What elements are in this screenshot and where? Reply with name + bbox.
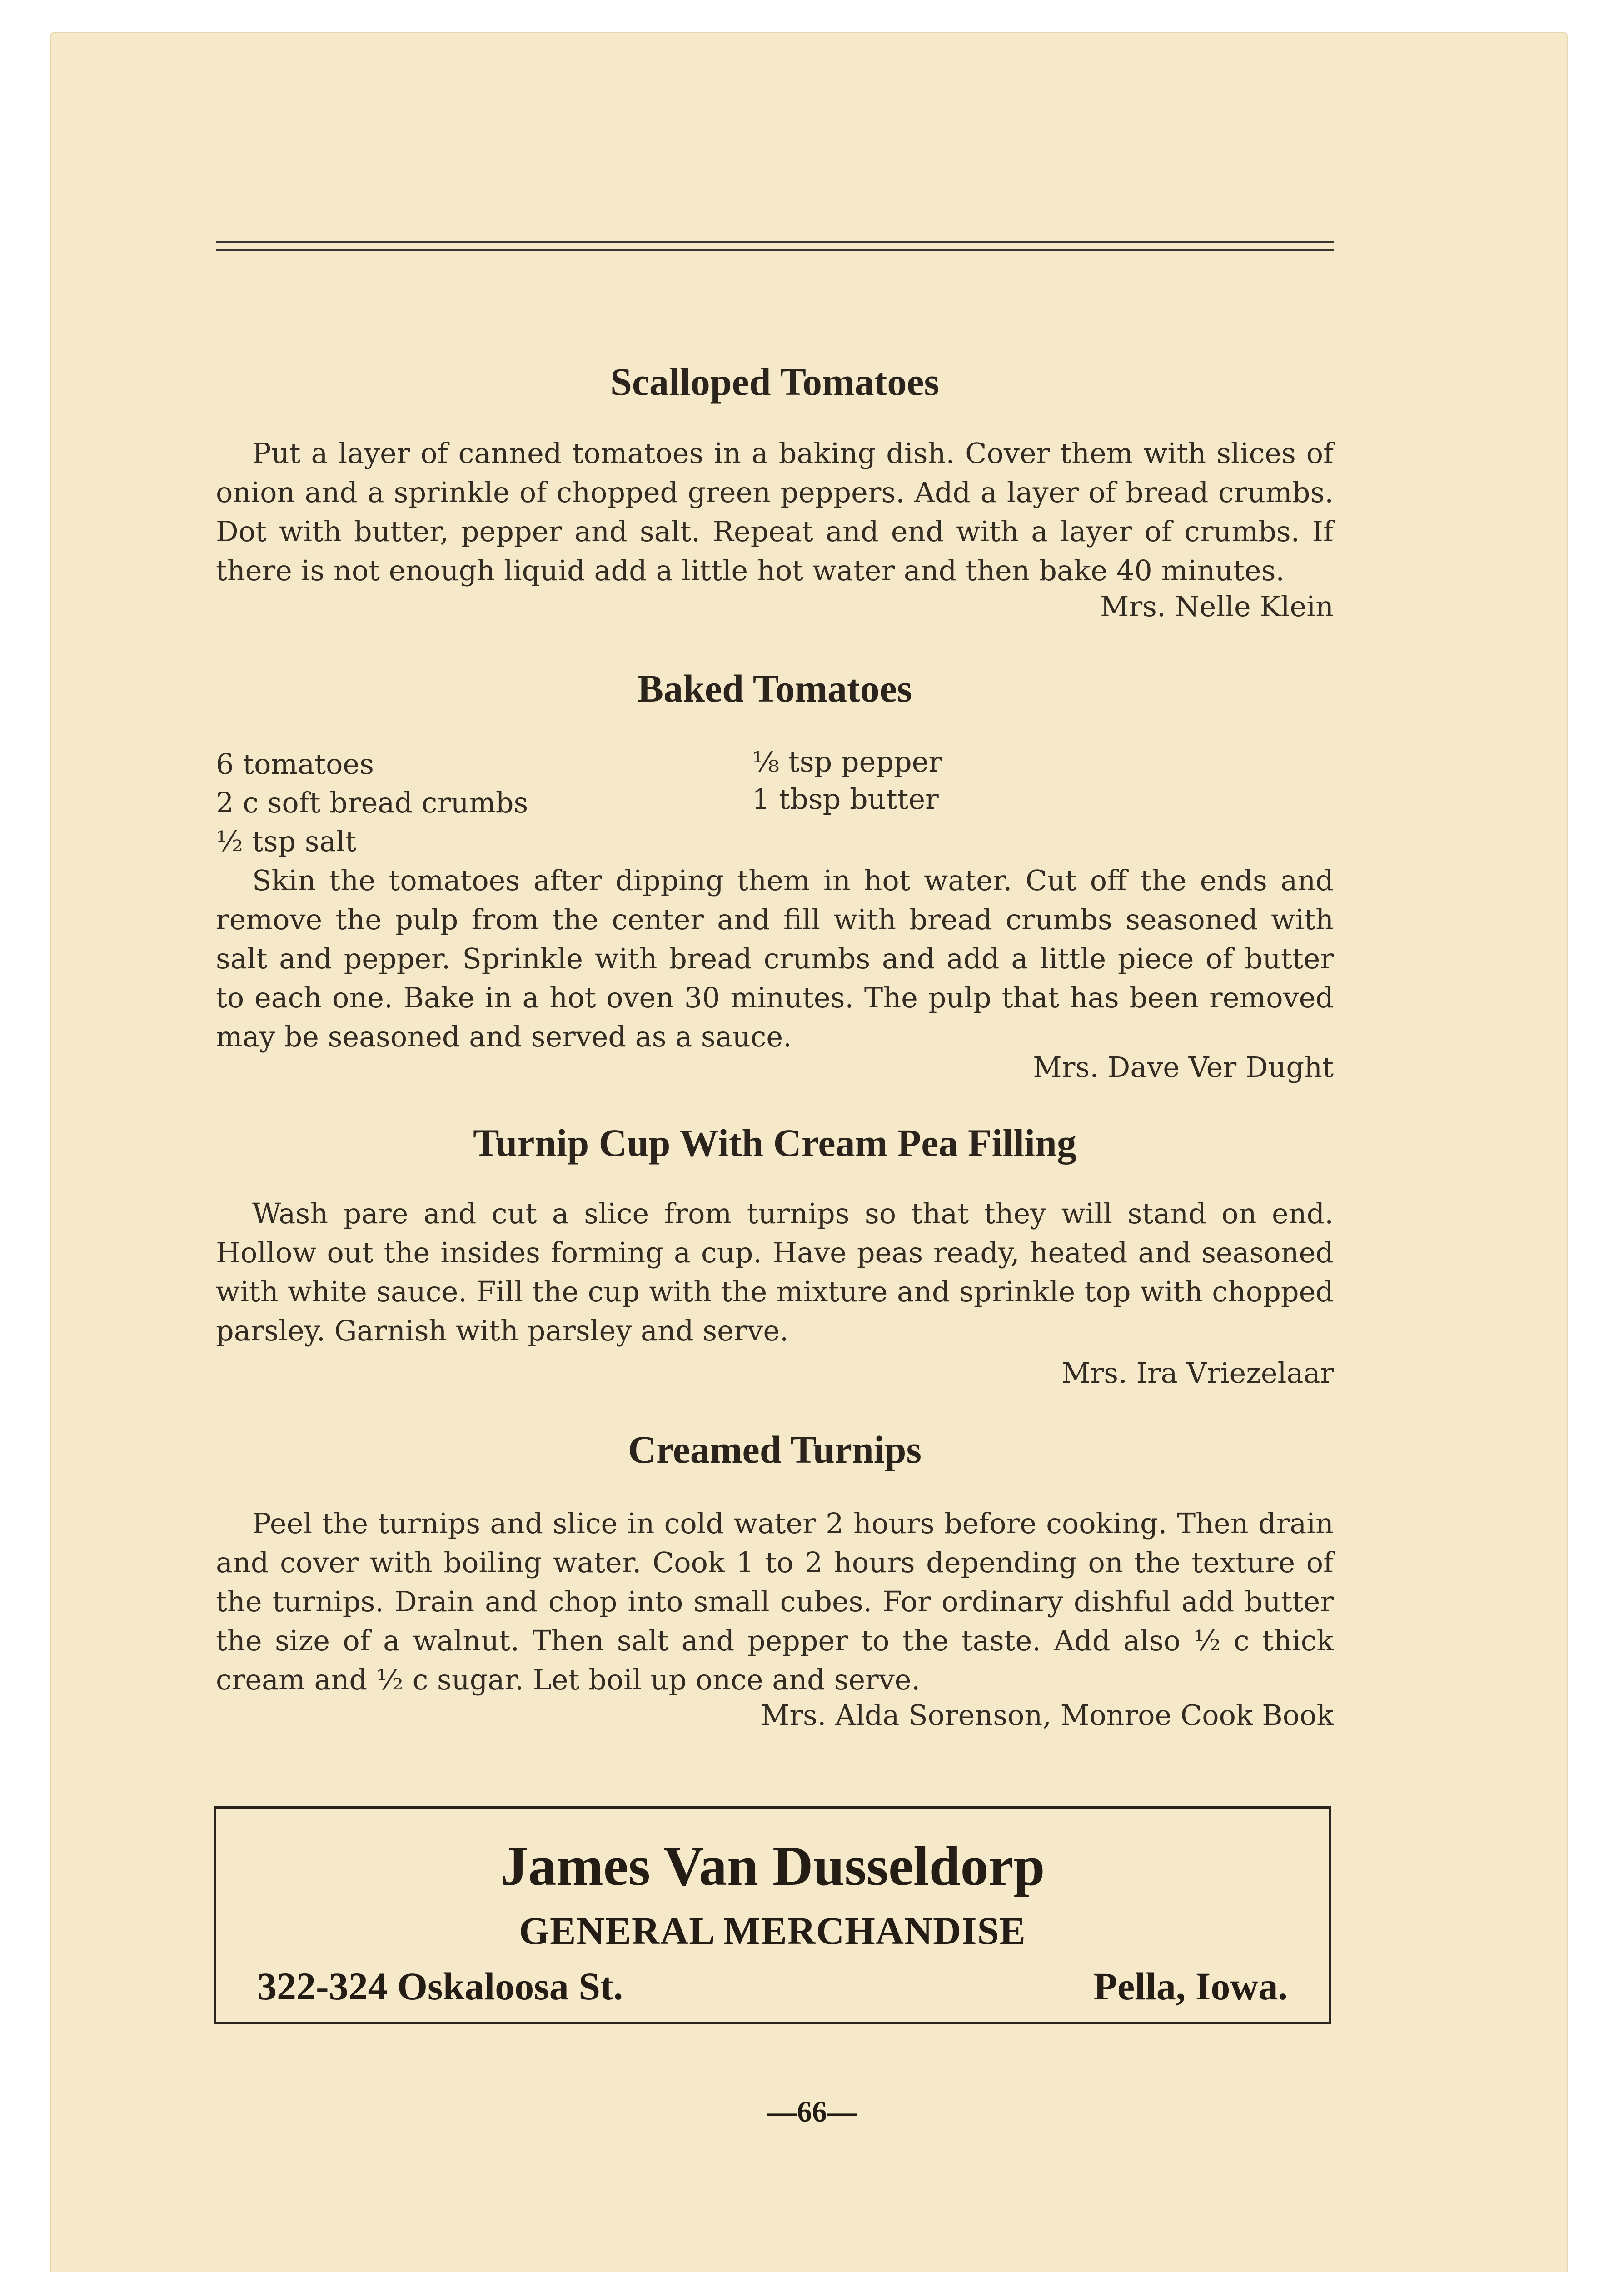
recipe-title-turnip-cup: Turnip Cup With Cream Pea Filling [473, 1121, 1076, 1165]
ad-city: Pella, Iowa. [1093, 1964, 1288, 2008]
recipe-title-baked-tomatoes: Baked Tomatoes [637, 667, 912, 710]
recipe-title-creamed-turnips: Creamed Turnips [628, 1428, 922, 1471]
ingredient: 6 tomatoes [216, 747, 374, 781]
recipe-author-scalloped-tomatoes: Mrs. Nelle Klein [1100, 590, 1334, 623]
ingredient: ½ tsp salt [216, 825, 357, 858]
ad-address: 322-324 Oskaloosa St. [257, 1964, 623, 2008]
recipe-body-scalloped-tomatoes: Put a layer of canned tomatoes in a baking dish. Cover them with slices of onion and a sprinkle of chopped green peppers. Add a layer of bread crumbs. Dot with butter, pepper and salt. Repeat and end with a layer of crumbs. If there is not enough liquid add a little hot water and then bake 40 minutes. [216, 437, 1334, 587]
ad-subtitle: GENERAL MERCHANDISE [519, 1909, 1026, 1953]
recipe-author-turnip-cup: Mrs. Ira Vriezelaar [1061, 1356, 1334, 1390]
top-rule-lower [216, 249, 1334, 251]
page-number: —66— [767, 2095, 857, 2128]
top-rule-upper [216, 241, 1334, 243]
ingredient: 1 tbsp butter [752, 782, 939, 816]
recipe-body-baked-tomatoes: Skin the tomatoes after dipping them in hot water. Cut off the ends and remove the pulp from the center and fill with bread crumbs seasoned with salt and pepper. Sprinkle with bread crumbs and add a little piece of butter to each one. Bake in a hot oven 30 minutes. The pulp that has been removed may be seasoned and served as a sauce. [216, 864, 1334, 1053]
ingredient: ⅛ tsp pepper [752, 745, 942, 778]
ingredient: 2 c soft bread crumbs [216, 786, 528, 819]
recipe-body-turnip-cup: Wash pare and cut a slice from turnips so that they will stand on end. Hollow out the insides forming a cup. Have peas ready, heated and seasoned with white sauce. Fill the cup with the mixture and sprinkle top with chopped parsley. Garnish with parsley and serve. [216, 1197, 1334, 1347]
recipe-body-creamed-turnips: Peel the turnips and slice in cold water 2 hours before cooking. Then drain and cover with boiling water. Cook 1 to 2 hours depending on the texture of the turnips. Drain and chop into small cubes. For ordinary dishful add butter the size of a walnut. Then salt and pepper to the taste. Add also ½ c thick cream and ½ c sugar. Let boil up once and serve. [216, 1507, 1334, 1696]
ad-merchant-name: James Van Dusseldorp [500, 1835, 1045, 1897]
recipe-author-creamed-turnips: Mrs. Alda Sorenson, Monroe Cook Book [760, 1699, 1334, 1732]
recipe-author-baked-tomatoes: Mrs. Dave Ver Dught [1033, 1051, 1334, 1084]
merchant-advertisement [214, 1806, 1331, 2024]
recipe-title-scalloped-tomatoes: Scalloped Tomatoes [610, 360, 939, 404]
